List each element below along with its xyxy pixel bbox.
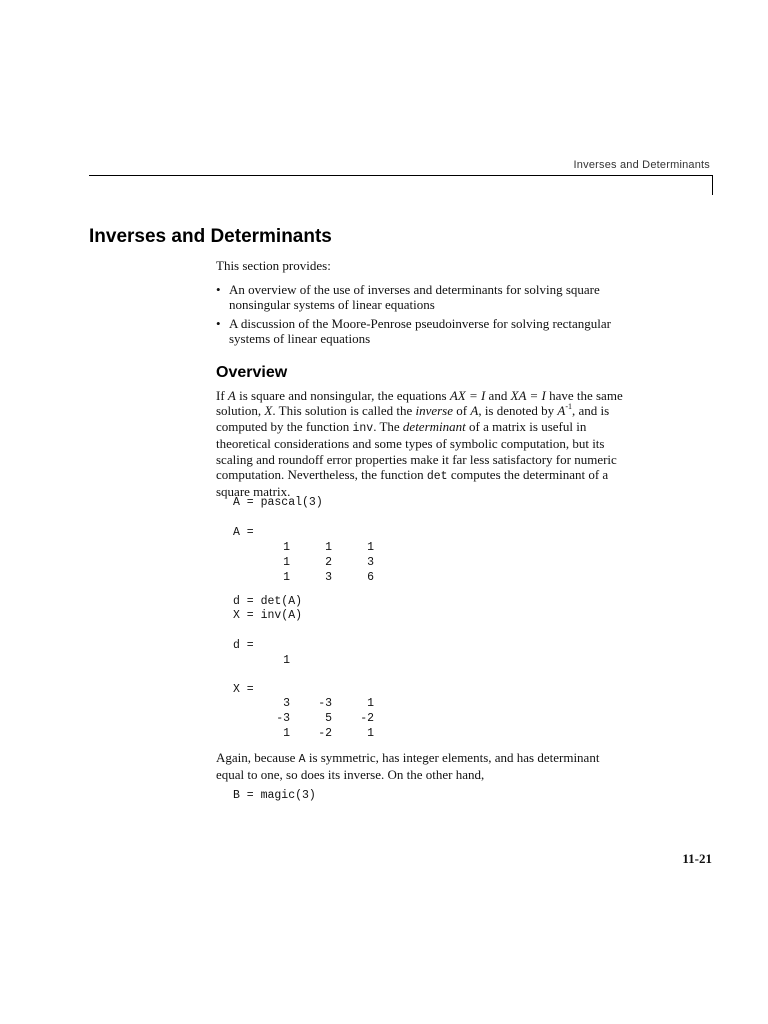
header-rule-tick [712,175,713,195]
paragraph-line: theoretical considerations and some types of symbolic computation, but its [216,436,605,452]
matrix-cell: 3 [283,697,290,710]
math-eq: XA = I [510,388,546,403]
code-output-label: d = [233,639,254,652]
bullet-line: systems of linear equations [229,331,371,347]
code-output-label: A = [233,526,254,539]
paragraph-line: equal to one, so does its inverse. On the other hand, [216,767,485,783]
matrix-cell: 1 [367,727,374,740]
matrix-cell: 1 [283,556,290,569]
section-title: Inverses and Determinants [89,226,332,247]
code-command: B = magic(3) [233,789,316,802]
overview-heading: Overview [216,364,288,381]
matrix-cell: 1 [283,727,290,740]
emphasis: inverse [415,403,454,419]
bullet-line: An overview of the use of inverses and determinants for solving square [229,282,600,297]
text: Again, because [216,750,299,765]
bullet-line: nonsingular systems of linear equations [229,297,435,313]
emphasis: determinant [402,418,466,434]
text: , and is [572,403,610,419]
math-eq: AX = I [449,388,486,403]
math-var: A [470,403,479,419]
math-var: A [557,403,566,419]
paragraph-line [216,750,686,767]
page-number: 11-21 [682,851,712,866]
text: have the same [545,388,623,403]
text: , is denoted by [478,403,558,419]
paragraph-line [216,403,686,418]
text: of a matrix is useful in [465,418,587,434]
bullet-dot: • [216,282,221,297]
running-header: Inverses and Determinants [573,159,710,171]
matrix-A [260,541,390,586]
matrix-cell: 1 [367,697,374,710]
text: . This solution is called the [272,403,416,419]
bullet-list [216,282,686,350]
text: is square and nonsingular, the equations [235,388,450,403]
closing-paragraph [216,750,686,783]
text: computation. Nevertheless, the function [216,467,427,483]
code-command: d = det(A) [233,595,303,608]
matrix-cell: 1 [283,541,290,554]
text: If [216,388,228,403]
matrix-cell: 5 [325,712,332,725]
math-var: X [264,403,273,419]
scalar-d [260,654,300,669]
text: computes the determinant of a [447,467,609,483]
matrix-cell: 1 [283,571,290,584]
paragraph-line: scaling and roundoff error properties make it far less satisfactory for numeric [216,451,617,467]
inline-code: inv [352,421,374,435]
bullet-dot: • [216,315,221,331]
matrix-cell: 2 [325,556,332,569]
matrix-X [260,697,390,742]
text: and [485,388,511,403]
matrix-cell: -2 [360,712,374,725]
paragraph-line [216,388,686,403]
overview-paragraph [216,388,686,500]
code-output-label: X = [233,683,254,696]
matrix-cell: 3 [367,556,374,569]
math-var: A [227,388,236,403]
matrix-cell: -2 [318,727,332,740]
inline-code: A [298,753,306,766]
matrix-cell: 1 [367,541,374,554]
inline-code: det [426,470,448,484]
text: is symmetric, has integer elements, and has determinant [305,750,600,765]
superscript: -1 [565,402,573,412]
matrix-cell: 1 [325,541,332,554]
bullet-line: A discussion of the Moore-Penrose pseudoinverse for solving rectangular [229,315,611,331]
matrix-cell: -3 [276,712,290,725]
code-command: A = pascal(3) [233,496,323,509]
paragraph-line: square matrix. [216,484,291,500]
scalar-value: 1 [283,654,290,667]
intro-text: This section provides: [216,258,331,273]
text: of [453,403,471,419]
text: . The [373,418,403,434]
bullet-item [216,282,686,313]
paragraph-line [216,467,686,484]
text: computed by the function [216,418,353,434]
matrix-cell: -3 [318,697,332,710]
code-command: X = inv(A) [233,609,303,622]
bullet-item [216,316,686,347]
matrix-cell: 3 [325,571,332,584]
text: solution, [216,403,265,419]
matrix-cell: 6 [367,571,374,584]
paragraph-line [216,419,686,436]
header-rule [89,175,713,176]
